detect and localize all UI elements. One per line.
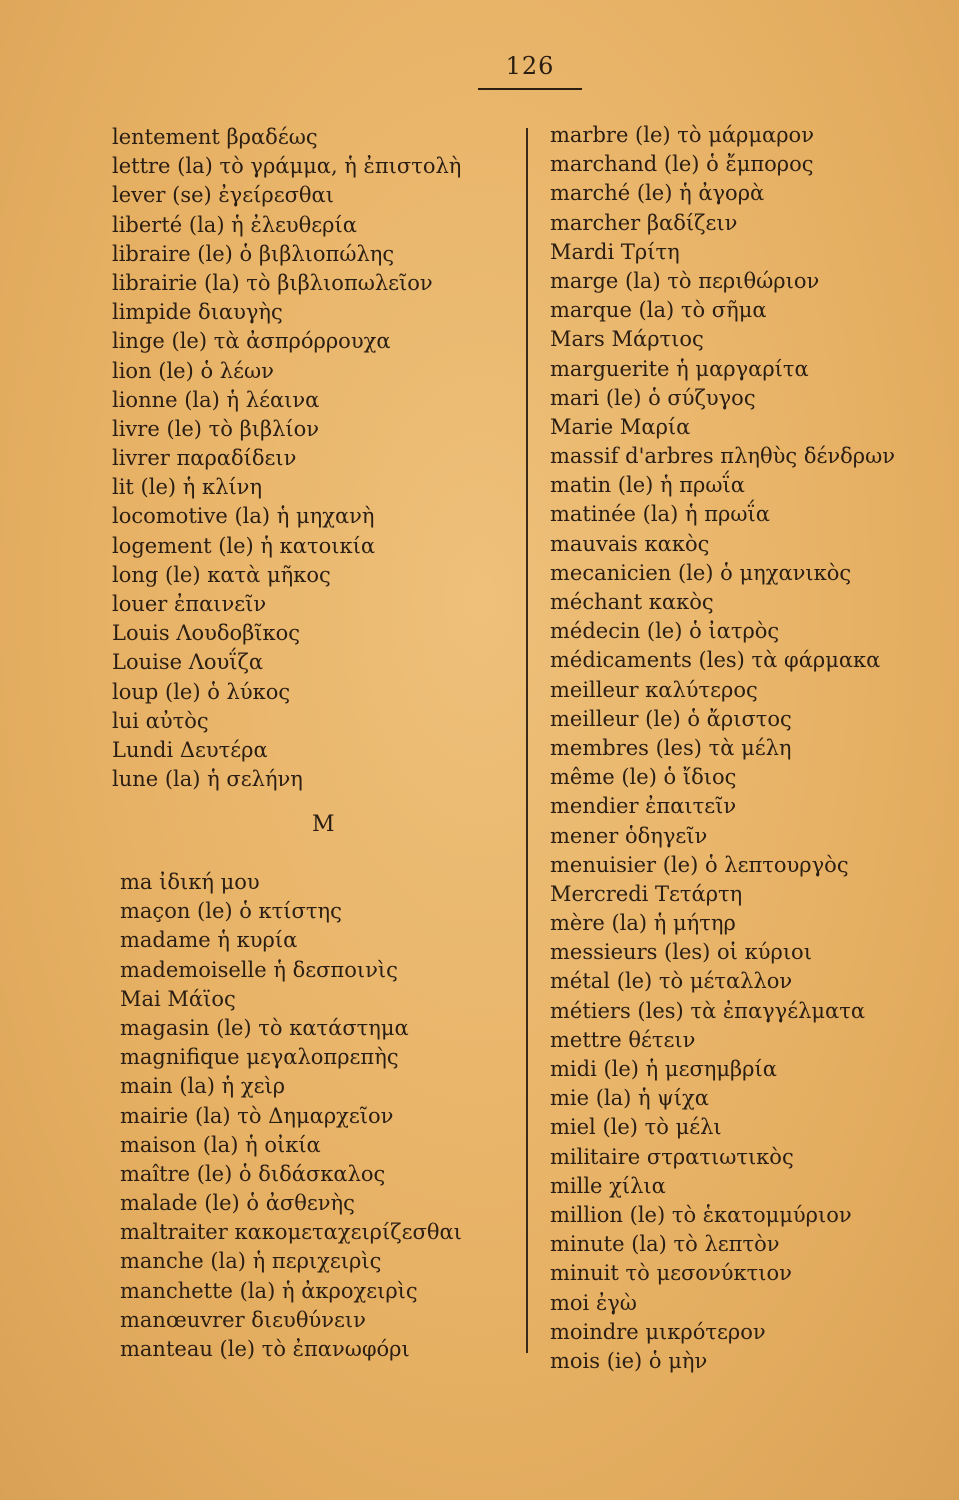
dictionary-entry: livre (le) τὸ βιβλίον bbox=[112, 416, 320, 441]
dictionary-entry: liberté (la) ἡ ἐλευθερία bbox=[112, 212, 357, 237]
dictionary-entry: lui αὐτὸς bbox=[112, 708, 209, 733]
dictionary-entry: mademoiselle ἡ δεσποινὶς bbox=[120, 957, 398, 982]
dictionary-entry: moindre μικρότερον bbox=[550, 1319, 766, 1344]
dictionary-entry: livrer παραδίδειν bbox=[112, 446, 297, 471]
dictionary-entry: lever (se) ἐγείρεσθαι bbox=[112, 183, 334, 208]
dictionary-entry: logement (le) ἡ κατοικία bbox=[112, 533, 376, 558]
dictionary-entry: minuit τὸ μεσονύκτιον bbox=[550, 1261, 792, 1286]
dictionary-entry: lit (le) ἡ κλίνη bbox=[112, 475, 263, 500]
dictionary-entry: mère (la) ἡ μήτηρ bbox=[550, 911, 736, 936]
dictionary-entry: maison (la) ἡ οἰκία bbox=[120, 1132, 321, 1157]
dictionary-entry: membres (les) τὰ μέλη bbox=[550, 735, 792, 760]
dictionary-entry: matinée (la) ἡ πρωΐα bbox=[550, 502, 770, 527]
dictionary-entry: main (la) ἡ χεὶρ bbox=[120, 1074, 286, 1099]
dictionary-entry: marcher βαδίζειν bbox=[550, 210, 738, 235]
dictionary-entry: médicaments (les) τὰ φάρμακα bbox=[550, 648, 881, 673]
dictionary-entry: marge (la) τὸ περιθώριον bbox=[550, 268, 820, 293]
dictionary-entry: mairie (la) τὸ Δημαρχεῖον bbox=[120, 1103, 394, 1128]
left-column-m-entries bbox=[120, 868, 520, 1364]
dictionary-entry: mille χίλια bbox=[550, 1173, 666, 1198]
dictionary-entry: mener ὁδηγεῖν bbox=[550, 823, 708, 848]
dictionary-entry: matin (le) ἡ πρωΐα bbox=[550, 473, 745, 498]
dictionary-entry: métiers (les) τὰ ἐπαγγέλματα bbox=[550, 998, 866, 1023]
page-number-rule bbox=[478, 88, 582, 90]
dictionary-entry: Louise Λουΐζα bbox=[112, 650, 264, 675]
dictionary-entry: ma ἰδική μου bbox=[120, 870, 260, 894]
dictionary-entry: militaire στρατιωτικὸς bbox=[550, 1144, 794, 1169]
dictionary-entry: maltraiter κακομεταχειρίζεσθαι bbox=[120, 1220, 462, 1245]
dictionary-entry: Mardi Τρίτη bbox=[550, 239, 680, 264]
dictionary-entry: limpide διαυγὴς bbox=[112, 300, 283, 325]
dictionary-entry: mecanicien (le) ὁ μηχανικὸς bbox=[550, 560, 852, 585]
dictionary-entry: madame ἡ κυρία bbox=[120, 928, 298, 953]
dictionary-entry: loup (le) ὁ λύκος bbox=[112, 679, 291, 704]
dictionary-entry: marchand (le) ὁ ἔμπορος bbox=[550, 152, 814, 177]
dictionary-entry: midi (le) ἡ μεσημβρία bbox=[550, 1057, 777, 1081]
dictionary-entry: maçon (le) ὁ κτίστης bbox=[120, 899, 342, 924]
dictionary-entry: locomotive (la) ἡ μηχανὴ bbox=[112, 504, 375, 529]
dictionary-entry: mettre θέτειν bbox=[550, 1027, 696, 1052]
dictionary-entry: mendier ἐπαιτεῖν bbox=[550, 794, 737, 819]
dictionary-entry: magasin (le) τὸ κατάστημα bbox=[120, 1015, 409, 1040]
dictionary-entry: louer ἐπαινεῖν bbox=[112, 592, 267, 616]
dictionary-entry: million (le) τὸ ἑκατομμύριον bbox=[550, 1202, 852, 1227]
dictionary-entry: librairie (la) τὸ βιβλιοπωλεῖον bbox=[112, 270, 433, 295]
dictionary-entry: massif d'arbres πληθὺς δένδρων bbox=[550, 444, 895, 469]
dictionary-entry: mari (le) ὁ σύζυγος bbox=[550, 385, 756, 410]
dictionary-entry: minute (la) τὸ λεπτὸν bbox=[550, 1232, 780, 1257]
dictionary-entry: marché (le) ἡ ἀγορὰ bbox=[550, 181, 765, 206]
dictionary-entry: messieurs (les) οἱ κύριοι bbox=[550, 940, 812, 965]
dictionary-entry: meilleur (le) ὁ ἄριστος bbox=[550, 706, 792, 731]
dictionary-entry: marque (la) τὸ σῆμα bbox=[550, 298, 767, 323]
dictionary-entry: médecin (le) ὁ ἰατρὸς bbox=[550, 619, 780, 644]
dictionary-entry: méchant κακὸς bbox=[550, 590, 714, 614]
dictionary-entry: Lundi Δευτέρα bbox=[112, 737, 268, 762]
dictionary-entry: lentement βραδέως bbox=[112, 125, 318, 149]
dictionary-entry: miel (le) τὸ μέλι bbox=[550, 1115, 722, 1140]
dictionary-entry: manteau (le) τὸ ἐπανωφόρι bbox=[120, 1337, 410, 1361]
dictionary-entry: mois (ie) ὁ μὴν bbox=[550, 1348, 708, 1373]
dictionary-entry: manche (la) ἡ περιχειρὶς bbox=[120, 1249, 382, 1274]
dictionary-entry: maître (le) ὁ διδάσκαλος bbox=[120, 1161, 386, 1186]
section-letter-heading: M bbox=[312, 812, 335, 837]
dictionary-entry: Louis Λουδοβῖκος bbox=[112, 621, 301, 646]
dictionary-entry: linge (le) τὰ ἀσπρόρρουχα bbox=[112, 329, 391, 354]
dictionary-entry: mie (la) ἡ ψίχα bbox=[550, 1086, 709, 1111]
dictionary-entry: métal (le) τὸ μέταλλον bbox=[550, 969, 793, 994]
dictionary-entry: Mars Μάρτιος bbox=[550, 327, 704, 352]
dictionary-entry: long (le) κατὰ μῆκος bbox=[112, 562, 331, 587]
dictionary-entry: même (le) ὁ ἴδιος bbox=[550, 765, 737, 790]
dictionary-entry: Mai Μάϊος bbox=[120, 986, 236, 1011]
dictionary-entry: lion (le) ὁ λέων bbox=[112, 358, 274, 383]
dictionary-entry: lettre (la) τὸ γράμμα, ἡ ἐπιστολὴ bbox=[112, 154, 462, 179]
dictionary-entry: marbre (le) τὸ μάρμαρον bbox=[550, 123, 814, 147]
dictionary-entry: magnifique μεγαλοπρεπὴς bbox=[120, 1045, 399, 1070]
dictionary-entry: manœuvrer διευθύνειν bbox=[120, 1307, 366, 1332]
dictionary-entry: libraire (le) ὁ βιβλιοπώλης bbox=[112, 241, 395, 266]
dictionary-entry: malade (le) ὁ ἀσθενὴς bbox=[120, 1191, 355, 1216]
left-column-entries bbox=[112, 123, 512, 794]
dictionary-entry: moi ἐγὼ bbox=[550, 1290, 637, 1315]
right-column-entries bbox=[550, 121, 950, 1376]
page-number: 126 bbox=[505, 52, 555, 80]
dictionary-entry: menuisier (le) ὁ λεπτουργὸς bbox=[550, 852, 849, 877]
dictionary-entry: lune (la) ἡ σελήνη bbox=[112, 767, 303, 792]
dictionary-entry: Marie Μαρία bbox=[550, 414, 691, 439]
column-divider bbox=[526, 128, 528, 1353]
dictionary-entry: manchette (la) ἡ ἀκροχειρὶς bbox=[120, 1278, 418, 1303]
dictionary-entry: mauvais κακὸς bbox=[550, 531, 710, 556]
dictionary-entry: meilleur καλύτερος bbox=[550, 677, 758, 702]
dictionary-entry: lionne (la) ἡ λέαινα bbox=[112, 387, 320, 412]
dictionary-entry: Mercredi Τετάρτη bbox=[550, 881, 743, 906]
dictionary-entry: marguerite ἡ μαργαρίτα bbox=[550, 356, 809, 381]
